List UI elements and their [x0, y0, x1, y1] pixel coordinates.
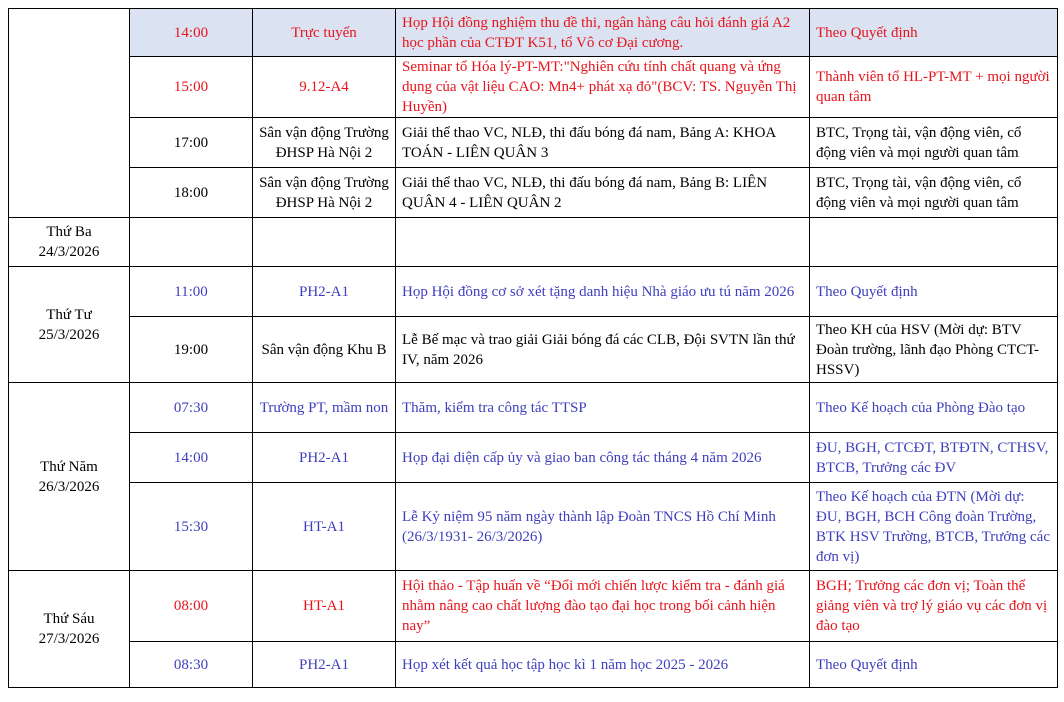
event-content: Lễ Bế mạc và trao giải Giải bóng đá các CLB, Đội SVTN lần thứ IV, năm 2026 — [396, 317, 810, 383]
event-participants: BTC, Trọng tài, vận động viên, cổ động viên và mọi người quan tâm — [810, 118, 1058, 168]
event-participants — [810, 218, 1058, 267]
event-participants: Theo Quyết định — [810, 642, 1058, 688]
event-participants: Theo Kế hoạch của Phòng Đào tạo — [810, 383, 1058, 433]
day-cell — [9, 571, 130, 688]
event-time: 08:30 — [130, 642, 253, 688]
schedule-row — [9, 118, 1058, 168]
event-time: 15:30 — [130, 483, 253, 571]
event-participants: BTC, Trọng tài, vận động viên, cổ động viên và mọi người quan tâm — [810, 168, 1058, 218]
day-name: Thứ Tư — [46, 306, 92, 323]
event-participants: Theo Quyết định — [810, 267, 1058, 317]
event-content — [396, 218, 810, 267]
day-cell — [9, 9, 130, 218]
schedule-row — [9, 9, 1058, 57]
event-participants: Theo KH của HSV (Mời dự: BTV Đoàn trường, lãnh đạo Phòng CTCT-HSSV) — [810, 317, 1058, 383]
event-time: 18:00 — [130, 168, 253, 218]
event-time — [130, 218, 253, 267]
event-location: HT-A1 — [253, 483, 396, 571]
event-time: 17:00 — [130, 118, 253, 168]
day-date: 26/3/2026 — [38, 478, 100, 495]
event-participants: Theo Kế hoạch của ĐTN (Mời dự: ĐU, BGH, BCH Công đoàn Trường, BTK HSV Trường, BTCB, Trưởng các đơn vị) — [810, 483, 1058, 571]
schedule-row — [9, 571, 1058, 642]
event-participants: ĐU, BGH, CTCĐT, BTĐTN, CTHSV, BTCB, Trưởng các ĐV — [810, 433, 1058, 483]
event-content: Giải thể thao VC, NLĐ, thi đấu bóng đá nam, Bảng B: LIÊN QUÂN 4 - LIÊN QUÂN 2 — [396, 168, 810, 218]
event-time: 14:00 — [130, 433, 253, 483]
event-time: 11:00 — [130, 267, 253, 317]
event-content: Lễ Kỷ niệm 95 năm ngày thành lập Đoàn TNCS Hồ Chí Minh (26/3/1931- 26/3/2026) — [396, 483, 810, 571]
schedule-row — [9, 433, 1058, 483]
schedule-body — [9, 9, 1058, 688]
event-location: Trường PT, mầm non — [253, 383, 396, 433]
event-content: Seminar tổ Hóa lý-PT-MT:"Nghiên cứu tính chất quang và ứng dụng của vật liệu CAO: Mn4+ phát xạ đỏ"(BCV: TS. Nguyễn Thị Huyền) — [396, 57, 810, 118]
schedule-row — [9, 267, 1058, 317]
event-time: 07:30 — [130, 383, 253, 433]
event-location: 9.12-A4 — [253, 57, 396, 118]
event-location: Trực tuyến — [253, 9, 396, 57]
day-cell — [9, 383, 130, 571]
schedule-row — [9, 168, 1058, 218]
event-location: PH2-A1 — [253, 642, 396, 688]
event-location: PH2-A1 — [253, 267, 396, 317]
event-content: Họp Hội đồng cơ sở xét tặng danh hiệu Nhà giáo ưu tú năm 2026 — [396, 267, 810, 317]
event-content: Thăm, kiểm tra công tác TTSP — [396, 383, 810, 433]
day-name: Thứ Sáu — [43, 611, 95, 627]
schedule-table — [8, 8, 1058, 688]
event-location — [253, 218, 396, 267]
schedule-row — [9, 317, 1058, 383]
event-location: HT-A1 — [253, 571, 396, 642]
event-participants: Theo Quyết định — [810, 9, 1058, 57]
day-date: 27/3/2026 — [38, 631, 100, 647]
event-content: Họp Hội đồng nghiệm thu đề thi, ngân hàng câu hỏi đánh giá A2 học phần của CTĐT K51, tổ Vô cơ Đại cương. — [396, 9, 810, 57]
event-location: Sân vận động Trường ĐHSP Hà Nội 2 — [253, 168, 396, 218]
day-name: Thứ Ba — [46, 224, 92, 240]
event-time: 08:00 — [130, 571, 253, 642]
schedule-row — [9, 383, 1058, 433]
schedule-row — [9, 57, 1058, 118]
day-date: 24/3/2026 — [38, 244, 100, 260]
event-location: Sân vận động Trường ĐHSP Hà Nội 2 — [253, 118, 396, 168]
schedule-row — [9, 642, 1058, 688]
event-content: Hội thảo - Tập huấn về “Đổi mới chiến lược kiểm tra - đánh giá nhằm nâng cao chất lượng đào tạo đại học trong bối cảnh hiện nay” — [396, 571, 810, 642]
day-name: Thứ Năm — [40, 458, 98, 475]
event-content: Họp xét kết quả học tập học kì 1 năm học 2025 - 2026 — [396, 642, 810, 688]
event-content: Giải thể thao VC, NLĐ, thi đấu bóng đá nam, Bảng A: KHOA TOÁN - LIÊN QUÂN 3 — [396, 118, 810, 168]
event-time: 15:00 — [130, 57, 253, 118]
day-cell — [9, 218, 130, 267]
schedule-row — [9, 218, 1058, 267]
schedule-row — [9, 483, 1058, 571]
event-participants: Thành viên tổ HL-PT-MT + mọi người quan tâm — [810, 57, 1058, 118]
event-participants: BGH; Trưởng các đơn vị; Toàn thể giảng viên và trợ lý giáo vụ các đơn vị đào tạo — [810, 571, 1058, 642]
day-date: 25/3/2026 — [38, 326, 100, 343]
event-location: PH2-A1 — [253, 433, 396, 483]
event-location: Sân vận động Khu B — [253, 317, 396, 383]
day-cell — [9, 267, 130, 383]
event-time: 19:00 — [130, 317, 253, 383]
event-time: 14:00 — [130, 9, 253, 57]
event-content: Họp đại diện cấp ủy và giao ban công tác tháng 4 năm 2026 — [396, 433, 810, 483]
